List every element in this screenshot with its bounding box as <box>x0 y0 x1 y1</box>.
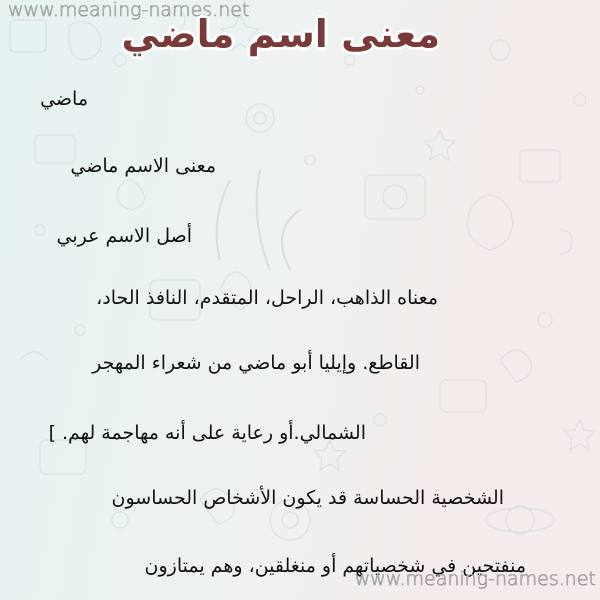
meaning-text-line: الشمالي.أو رعاية على أنه مهاجمة لهم. ] <box>48 422 366 444</box>
watermark-top: www.meaning-names.net <box>8 0 250 21</box>
watermark-bottom: www.meaning-names.net <box>354 568 596 590</box>
meaning-text-line: معناه الذاهب، الراحل، المتقدم، النافذ الحاد، <box>96 287 438 309</box>
meaning-text-line: ماضي <box>40 88 88 110</box>
page-title: معنى اسم ماضي <box>121 12 440 56</box>
meaning-text-line: الشخصية الحساسة قد يكون الأشخاص الحساسون <box>111 487 504 509</box>
meaning-text-line: القاطع. وإيليا أبو ماضي من شعراء المهجر <box>92 352 420 374</box>
meaning-text-line: منفتحين في شخصياتهم أو منغلقين، وهم يمتازون <box>144 555 526 577</box>
meaning-text-line: أصل الاسم عربي <box>56 225 192 247</box>
meaning-text-line: معنى الاسم ماضي <box>70 155 216 177</box>
